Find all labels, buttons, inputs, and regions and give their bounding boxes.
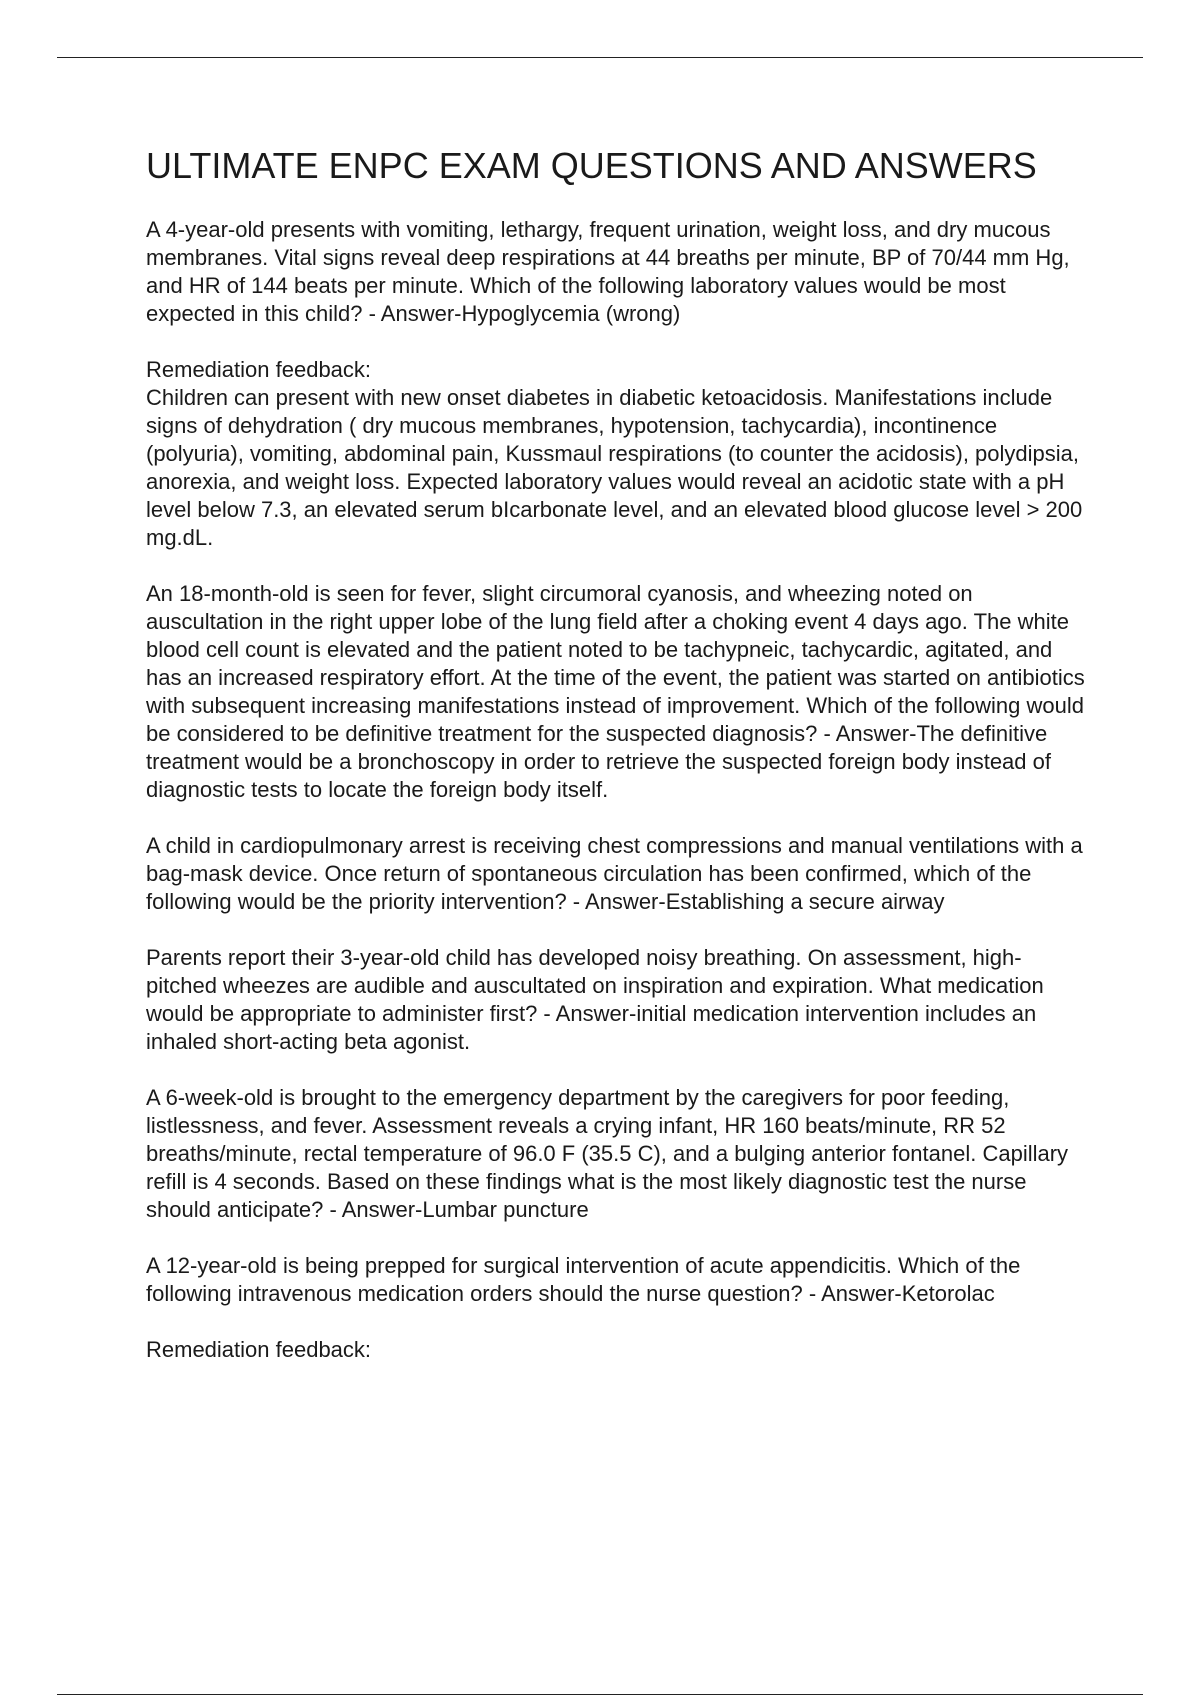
top-divider bbox=[57, 57, 1143, 58]
remediation-heading-2: Remediation feedback: bbox=[146, 1337, 372, 1362]
remediation-feedback-1: Children can present with new onset diabetes in diabetic ketoacidosis. Manifestations include signs of dehydration ( dry mucous membranes, hypotension, tachycardia), incontinence (polyuria), vomiting, abdominal pain, Kussmaul respirations (to counter the acidosis), polydipsia, anorexia, and weight loss. Expected laboratory values would reveal an acidotic state with a pH level below 7.3, an elevated serum bIcarbonate level, and an elevated blood glucose level > 200 mg.dL. bbox=[146, 385, 1083, 550]
document-title: ULTIMATE ENPC EXAM QUESTIONS AND ANSWERS bbox=[146, 145, 1037, 186]
question-4: Parents report their 3-year-old child has developed noisy breathing. On assessment, high-pitched wheezes are audible and auscultated on inspiration and expiration. What medication would be appropriate to administer first? - Answer-initial medication intervention includes an inhaled short-acting beta agonist. bbox=[146, 945, 1044, 1054]
question-5: A 6-week-old is brought to the emergency department by the caregivers for poor feeding, listlessness, and fever. Assessment reveals a crying infant, HR 160 beats/minute, RR 52 breaths/minute, rectal temperature of 96.0 F (35.5 C), and a bulging anterior fontanel. Capillary refill is 4 seconds. Based on these findings what is the most likely diagnostic test the nurse should anticipate? - Answer-Lumbar puncture bbox=[146, 1085, 1069, 1222]
document-body bbox=[146, 140, 1086, 1392]
question-3: A child in cardiopulmonary arrest is receiving chest compressions and manual ventilations with a bag-mask device. Once return of spontaneous circulation has been confirmed, which of the following would be the priority intervention? - Answer-Establishing a secure airway bbox=[146, 833, 1083, 914]
question-1: A 4-year-old presents with vomiting, lethargy, frequent urination, weight loss, and dry mucous membranes. Vital signs reveal deep respirations at 44 breaths per minute, BP of 70/44 mm Hg, and HR of 144 beats per minute. Which of the following laboratory values would be most expected in this child? - Answer-Hypoglycemia (wrong) bbox=[146, 217, 1070, 326]
question-2: An 18-month-old is seen for fever, slight circumoral cyanosis, and wheezing noted on auscultation in the right upper lobe of the lung field after a choking event 4 days ago. The white blood cell count is elevated and the patient noted to be tachypneic, tachycardic, agitated, and has an increased respiratory effort. At the time of the event, the patient was started on antibiotics with subsequent increasing manifestations instead of improvement. Which of the following would be considered to be definitive treatment for the suspected diagnosis? - Answer-The definitive treatment would be a bronchoscopy in order to retrieve the suspected foreign body instead of diagnostic tests to locate the foreign body itself. bbox=[146, 581, 1085, 802]
question-6: A 12-year-old is being prepped for surgical intervention of acute appendicitis. Which of the following intravenous medication orders should the nurse question? - Answer-Ketorolac bbox=[146, 1253, 1021, 1306]
remediation-heading-1: Remediation feedback: bbox=[146, 357, 372, 382]
bottom-divider bbox=[57, 1694, 1143, 1695]
